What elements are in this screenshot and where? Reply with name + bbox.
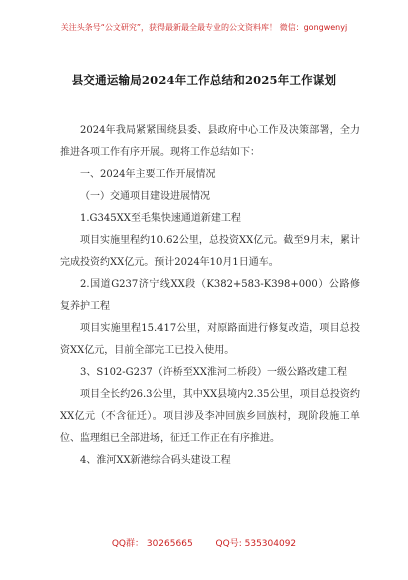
subsection-heading-1: （一）交通项目建设进展情况	[80, 191, 210, 202]
intro-paragraph: 2024年我局紧紧围绕县委、县政府中心工作及决策部署，全力推进各项工作有序开展。现将工作总结如下：	[60, 125, 360, 158]
item-paragraph-3: 项目全长约26.3公里，其中XX县境内2.35公里，项目总投资约XX亿元（不含征迁）。项目涉及李冲回族乡回族村，现阶段施工单位、监理组已全部进场，征迁工作正在有序推进。	[60, 389, 360, 444]
footer-contact: QQ群： 30265665 QQ号: 535304092	[111, 539, 297, 549]
section-heading-1: 一、2024年主要工作开展情况	[80, 169, 216, 180]
item-heading-2: 2.国道G237济宁线XX段（K382+583-K398+000）公路修复养护工程	[60, 279, 360, 312]
document-body	[60, 120, 360, 472]
header-banner: 关注头条号“公文研究”，获得最新最全最专业的公文资料库！ 微信：gongwenyj	[60, 23, 348, 32]
item-heading-4: 4、淮河XX新港综合码头建设工程	[80, 455, 231, 466]
item-heading-3: 3、S102-G237（许桥至XX淮河二桥段）一级公路改建工程	[80, 367, 347, 378]
item-paragraph-1: 项目实施里程约10.62公里，总投资XX亿元。截至9月末，累计完成投资约XX亿元。预计2024年10月1日通车。	[60, 235, 360, 268]
item-paragraph-2: 项目实施里程15.417公里，对原路面进行修复改造，项目总投资XX亿元，目前全部完工已投入使用。	[60, 323, 360, 356]
document-title: 县交通运输局2024年工作总结和2025年工作谋划	[71, 73, 337, 87]
item-heading-1: 1.G345XX至毛集快速通道新建工程	[80, 213, 241, 224]
